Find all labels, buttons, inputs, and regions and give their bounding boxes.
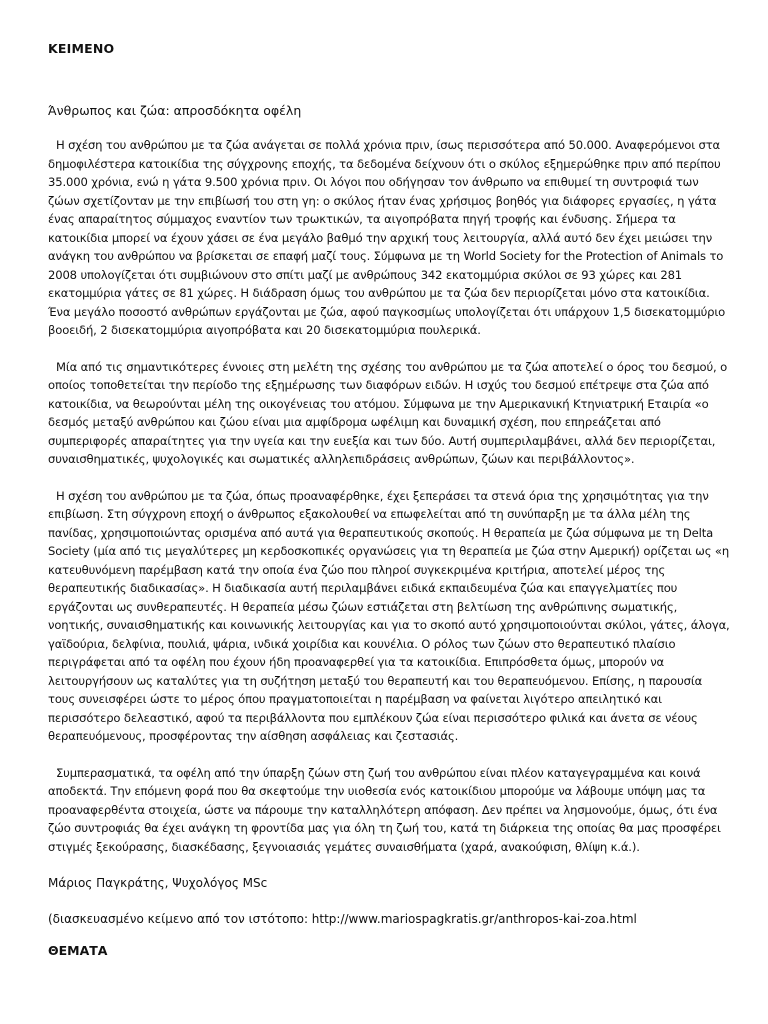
- author-line: Μάριος Παγκράτης, Ψυχολόγος MSc: [48, 876, 268, 890]
- paragraph-4: Συμπερασματικά, τα οφέλη από την ύπαρξη ζώων στη ζωή του ανθρώπου είναι πλέον καταγεγραμμένα και κοινά αποδεκτά. Την επόμενη φορά που θα σκεφτούμε την υιοθεσία ενός κατοικίδιου μπορούμε να λάβουμε υπόψη μας τα προαναφερθέντα στοιχεία, ώστε να πάρουμε την καταλληλότερη απόφαση. Δεν πρέπει να λησμονούμε, όμως, ότι ένα ζώο συντροφιάς θα έχει ανάγκη τη φροντίδα μας για όλη τη ζωή του, κατά τη διάρκεια της οποίας θα μας προσφέρει στιγμές ξεκούρασης, διασκέδασης, ξεγνοιασιάς γεμάτες συναισθήματα (χαρά, ανακούφιση, θλίψη κ.ά.).: [48, 765, 721, 854]
- source-line: (διασκευασμένο κείμενο από τον ιστότοπο: http://www.mariospagkratis.gr/anthropos-kai-zoa.html: [48, 912, 637, 926]
- paragraph-2: Μία από τις σημαντικότερες έννοιες στη μελέτη της σχέσης του ανθρώπου με τα ζώα αποτελεί ο όρος του δεσμού, ο οποίος τοποθετείται την περίοδο της εξημέρωσης των διαφόρων ειδών. Η ισχύς του δεσμού επέτρεψε στα ζώα από κατοικίδια, να θεωρούνται μέλη της οικογένειας του ατόμου. Σύμφωνα με την Αμερικανική Κτηνιατρική Εταιρία «ο δεσμός μεταξύ ανθρώπου και ζώου είναι μια αμφίδρομα ωφέλιμη και δυναμική σχέση, που επηρεάζεται από συμπεριφορές απαραίτητες για την υγεία και την ευεξία και των δύο. Αυτή συμπεριλαμβάνει, αλλά δεν περιορίζεται, συναισθηματικές, ψυχολογικές και σωματικές αλληλεπιδράσεις ανθρώπων, ζώων και περιβάλλοντος».: [48, 359, 728, 466]
- section-heading-text: ΚΕΙΜΕΝΟ: [48, 41, 115, 56]
- paragraph-1: Η σχέση του ανθρώπου με τα ζώα ανάγεται σε πολλά χρόνια πριν, ίσως περισσότερα από 50.000. Αναφερόμενοι στα δημοφιλέστερα κατοικίδια της σύγχρονης εποχής, τα δεδομένα δείχνουν ότι ο σκύλος εξημερώθηκε πριν από περίπου 35.000 χρόνια, ενώ η γάτα 9.500 χρόνια πριν. Οι λόγοι που οδήγησαν τον άνθρωπο να επιθυμεί τη συντροφιά των ζώων σχετίζονταν με την επιβίωσή του στη γη: ο σκύλος ήταν ένας χρήσιμος βοηθός για διάφορες εργασίες, η γάτα ένας απαραίτητος σύμμαχος εναντίον των τρωκτικών, τα αιγοπρόβατα πηγή τροφής και ένδυσης. Σήμερα τα κατοικίδια μπορεί να έχουν χάσει σε ένα μεγάλο βαθμό την αρχική τους λειτουργία, αλλά αυτό δεν έχει μειώσει την ανάγκη του ανθρώπου να βρίσκεται σε επαφή μαζί τους. Σύμφωνα με τη World Society for the Protection of Animals το 2008 υπολογίζεται ότι συμβιώνουν στο σπίτι μαζί με ανθρώπους 342 εκατομμύρια σκύλοι σε 93 χώρες και 281 εκατομμύρια γάτες σε 81 χώρες. Η διάδραση όμως του ανθρώπου με τα ζώα δεν περιορίζεται μόνο στα κατοικίδια. Ένα μεγάλο ποσοστό ανθρώπων εργάζονται με ζώα, αφού παγκοσμίως υπολογίζεται ότι υπάρχουν 1,5 δισεκατομμύριο βοοειδή, 2 δισεκατομμύρια αιγοπρόβατα και 20 δισεκατομμύρια πουλερικά.: [48, 138, 726, 337]
- paragraph-3: Η σχέση του ανθρώπου με τα ζώα, όπως προαναφέρθηκε, έχει ξεπεράσει τα στενά όρια της χρησιμότητας για την επιβίωση. Στη σύγχρονη εποχή ο άνθρωπος εξακολουθεί να επωφελείται από τη συνύπαρξη με τα άλλα μέλη της πανίδας, χρησιμοποιώντας ορισμένα από αυτά για θεραπευτικούς σκοπούς. Η θεραπεία με ζώα σύμφωνα με τη Delta Society (μία από τις μεγαλύτερες μη κερδοσκοπικές οργανώσεις για τη θεραπεία με ζώα στην Αμερική) ορίζεται ως «η κατευθυνόμενη παρέμβαση κατά την οποία ένα ζώο που πληροί συγκεκριμένα κριτήρια, αποτελεί μέρος της θεραπευτικής διαδικασίας». Η διαδικασία αυτή περιλαμβάνει ειδικά εκπαιδευμένα ζώα και επαγγελματίες που εργάζονται ως συνθεραπευτές. Η θεραπεία μέσω ζώων εστιάζεται στη βελτίωση της ανθρώπινης σωματικής, νοητικής, συναισθηματικής και κοινωνικής λειτουργίας και για το σκοπό αυτό χρησιμοποιούνται σκύλοι, γάτες, άλογα, γαϊδούρια, δελφίνια, πουλιά, ψάρια, ινδικά χοιρίδια και κουνέλια. Ο ρόλος των ζώων στο θεραπευτικό πλαίσιο περιγράφεται από τα οφέλη που έχουν ήδη προαναφερθεί για τα κατοικίδια. Επιπρόσθετα όμως, μπορούν να λειτουργήσουν ως καταλύτες για τη συζήτηση μεταξύ του θεραπευτή και του θεραπευόμενου. Επίσης, η παρουσία τους συνεισφέρει ώστε το μέρος όπου πραγματοποιείται η παρέμβαση να φαίνεται λιγότερο απειλητικό και περισσότερο δελεαστικό, αφού τα περιβάλλοντα που εμπλέκουν ζώα είναι περισσότερο φιλικά και άνετα σε νέους θεραπευόμενους, προσφέροντας την αίσθηση ασφάλειας και ζεστασιάς.: [48, 488, 730, 743]
- section-heading-themes: ΘΕΜΑΤΑ: [48, 943, 108, 958]
- article-title: Άνθρωπος και ζώα: απροσδόκητα οφέλη: [48, 103, 302, 118]
